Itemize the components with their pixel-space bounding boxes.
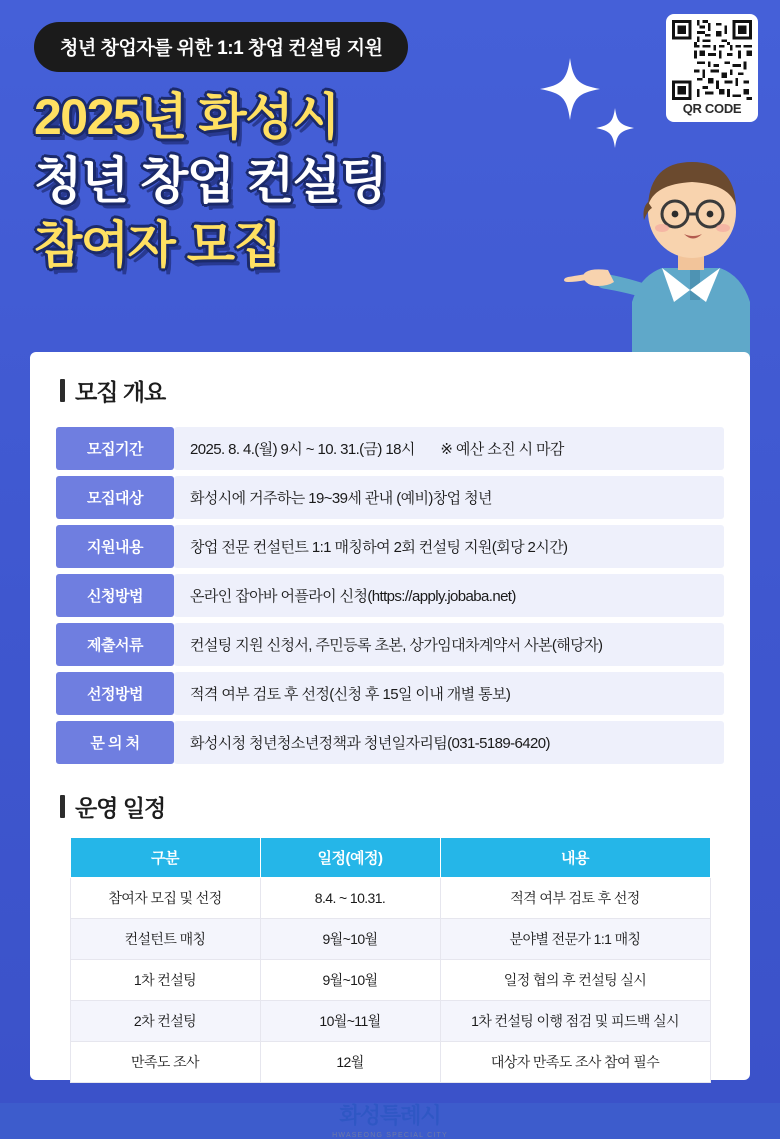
schedule-cell: 일정 협의 후 컨설팅 실시 xyxy=(440,960,710,1001)
schedule-cell: 적격 여부 검토 후 선정 xyxy=(440,878,710,919)
table-row xyxy=(56,721,724,764)
table-row xyxy=(70,1001,710,1042)
sparkle-icon-large xyxy=(540,58,600,120)
overview-key: 선정방법 xyxy=(56,672,174,715)
schedule-cell: 1차 컨설팅 이행 점검 및 피드백 실시 xyxy=(440,1001,710,1042)
schedule-cell: 컨설턴트 매칭 xyxy=(70,919,260,960)
section-bar-icon xyxy=(60,379,65,402)
overview-value: 화성시에 거주하는 19~39세 관내 (예비)창업 청년 xyxy=(174,476,724,519)
schedule-header-cell: 내용 xyxy=(440,838,710,878)
table-row xyxy=(56,623,724,666)
overview-section-title xyxy=(60,374,724,407)
overview-key: 모집기간 xyxy=(56,427,174,470)
overview-key: 모집대상 xyxy=(56,476,174,519)
qr-code-label: QR CODE xyxy=(682,101,742,116)
overview-title-text: 모집 개요 xyxy=(75,379,166,405)
table-row xyxy=(70,1042,710,1083)
overview-value[interactable]: 온라인 잡아바 어플라이 신청(https://apply.jobaba.net) xyxy=(174,574,724,617)
overview-note: ※ 예산 소진 시 마감 xyxy=(440,441,564,458)
table-row xyxy=(70,878,710,919)
schedule-cell: 대상자 만족도 조사 참여 필수 xyxy=(440,1042,710,1083)
schedule-cell: 9월~10월 xyxy=(260,960,440,1001)
overview-key: 문 의 처 xyxy=(56,721,174,764)
schedule-title-text: 운영 일정 xyxy=(75,795,166,821)
poster-header xyxy=(0,0,780,352)
overview-value xyxy=(174,427,724,470)
schedule-cell: 2차 컨설팅 xyxy=(70,1001,260,1042)
footer-logo-sub: HWASEONG SPECIAL CITY xyxy=(332,1132,448,1139)
schedule-cell: 9월~10월 xyxy=(260,919,440,960)
section-bar-icon xyxy=(60,795,65,818)
table-row xyxy=(56,476,724,519)
overview-value: 적격 여부 검토 후 선정(신청 후 15일 이내 개별 통보) xyxy=(174,672,724,715)
overview-key: 제출서류 xyxy=(56,623,174,666)
title-line-2: 청년 창업 컨설팅 xyxy=(34,153,387,209)
overview-key: 신청방법 xyxy=(56,574,174,617)
qr-code-image xyxy=(672,20,752,100)
table-header-row xyxy=(70,838,710,878)
table-row xyxy=(70,919,710,960)
schedule-cell: 8.4. ~ 10.31. xyxy=(260,878,440,919)
title-line-3: 참여자 모집 xyxy=(34,217,281,273)
overview-value: 화성시청 청년청소년정책과 청년일자리팀(031-5189-6420) xyxy=(174,721,724,764)
overview-value-text: 2025. 8. 4.(월) 9시 ~ 10. 31.(금) 18시 xyxy=(190,441,415,458)
content-card xyxy=(30,352,750,1139)
schedule-cell: 참여자 모집 및 선정 xyxy=(70,878,260,919)
footer-logo xyxy=(56,1099,724,1139)
table-row xyxy=(70,960,710,1001)
character-illustration xyxy=(512,140,772,370)
overview-key: 지원내용 xyxy=(56,525,174,568)
footer-logo-main: 화성특례시 xyxy=(339,1104,441,1129)
schedule-cell: 12월 xyxy=(260,1042,440,1083)
schedule-header-cell: 일정(예정) xyxy=(260,838,440,878)
schedule-cell: 만족도 조사 xyxy=(70,1042,260,1083)
overview-table xyxy=(56,421,724,770)
title-line-1: 2025년 화성시 xyxy=(34,89,339,145)
overview-value: 컨설팅 지원 신청서, 주민등록 초본, 상가임대차계약서 사본(해당자) xyxy=(174,623,724,666)
schedule-section-title xyxy=(60,790,724,823)
table-row xyxy=(56,525,724,568)
schedule-cell: 1차 컨설팅 xyxy=(70,960,260,1001)
schedule-cell: 10월~11월 xyxy=(260,1001,440,1042)
schedule-table xyxy=(70,837,711,1083)
qr-code-box[interactable] xyxy=(666,14,758,122)
header-pill-label: 청년 창업자를 위한 1:1 창업 컨설팅 지원 xyxy=(34,22,408,72)
overview-value: 창업 전문 컨설턴트 1:1 매칭하여 2회 컨설팅 지원(회당 2시간) xyxy=(174,525,724,568)
table-row xyxy=(56,574,724,617)
table-row xyxy=(56,427,724,470)
schedule-cell: 분야별 전문가 1:1 매칭 xyxy=(440,919,710,960)
table-row xyxy=(56,672,724,715)
schedule-header-cell: 구분 xyxy=(70,838,260,878)
